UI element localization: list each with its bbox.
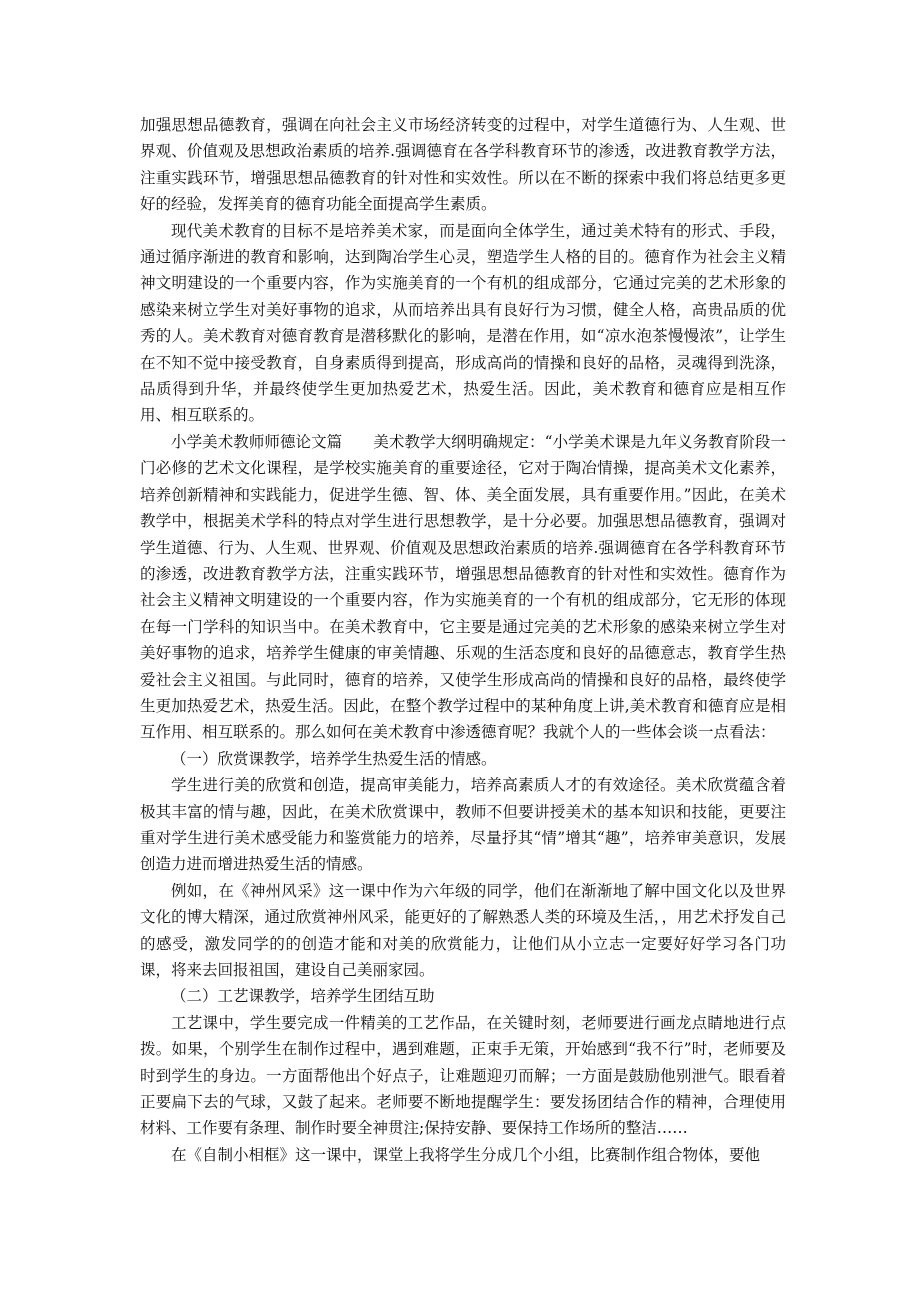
paragraph-teacher-ethics-essay: 小学美术教师师德论文篇 美术教学大纲明确规定：“小学美术课是九年义务教育阶段一门必修的艺术文化课程，是学校实施美育的重要途径，它对于陶冶情操，提高美术文化素养，培养创新精神和实践能力，促进学生德、智、体、美全面发展，具有重要作用。”因此，在美术教学中，根据美术学科的特点对学生进行思想教学，是十分必要。加强思想品德教育，强调对学生道德、行为、人生观、世界观、价值观及思想政治素质的培养.强调德育在各学科教育环节的渗透，改进教育教学方法，注重实践环节，增强思想品德教育的针对性和实效性。德育作为社会主义精神文明建设的一个重要内容，作为实施美育的一个有机的组成部分，它无形的体现在每一门学科的知识当中。在美术教育中，它主要是通过完美的艺术形象的感染来树立学生对美好事物的追求，培养学生健康的审美情趣、乐观的生活态度和良好的品德意志，教育学生热爱社会主义祖国。与此同时，德育的培养，又使学生形成高尚的情操和良好的品格，最终使学生更加热爱艺术，热爱生活。因此，在整个教学过程中的某种角度上讲,美术教育和德育应是相互作用、相互联系的。那么如何在美术教育中渗透德育呢？我就个人的一些体会谈一点看法： bbox=[140, 432, 786, 742]
paragraph-moral-education-intro: 加强思想品德教育，强调在向社会主义市场经济转变的过程中，对学生道德行为、人生观、世界观、价值观及思想政治素质的培养.强调德育在各学科教育环节的渗透，改进教育教学方法，注重实践环节，增强思想品德教育的针对性和实效性。所以在不断的探索中我们将总结更多更好的经验，发挥美育的德育功能全面提高学生素质。 bbox=[140, 116, 786, 214]
paragraph-appreciation-body: 学生进行美的欣赏和创造，提高审美能力，培养高素质人才的有效途径。美术欣赏蕴含着极其丰富的情与趣，因此，在美术欣赏课中，教师不但要讲授美术的基本知识和技能，更要注重对学生进行美术感受能力和鉴赏能力的培养，尽量抒其“情”增其“趣”，培养审美意识，发展创造力进而增进热爱生活的情感。 bbox=[140, 776, 786, 874]
section-heading-crafts: （二）工艺课教学，培养学生团结互助 bbox=[171, 987, 435, 1006]
paragraph-modern-art-education: 现代美术教育的目标不是培养美术家，而是面向全体学生，通过美术特有的形式、手段，通过循序渐进的教育和影响，达到陶冶学生心灵，塑造学生人格的目的。德育作为社会主义精神文明建设的一个重要内容，作为实施美育的一个有机的组成部分，它通过完美的艺术形象的感染来树立学生对美好事物的追求，从而培养出具有良好行为习惯，健全人格，高贵品质的优秀的人。美术教育对德育教育是潜移默化的影响，是潜在作用，如“凉水泡茶慢慢浓”，让学生在不知不觉中接受教育，自身素质得到提高，形成高尚的情操和良好的品格，灵魂得到洗涤，品质得到升华，并最终使学生更加热爱艺术，热爱生活。因此，美术教育和德育应是相互作用、相互联系的。 bbox=[140, 221, 786, 425]
section-heading-appreciation: （一）欣赏课教学，培养学生热爱生活的情感。 bbox=[171, 749, 497, 768]
paragraph-shenzhou-example: 例如，在《神州风采》这一课中作为六年级的同学，他们在渐渐地了解中国文化以及世界文化的博大精深，通过欣赏神州风采，能更好的了解熟悉人类的环境及生活，，用艺术抒发自己的感受，激发同学的的创造才能和对美的欣赏能力，让他们从小立志一定要好好学习各门功课，将来去回报祖国，建设自己美丽家园。 bbox=[140, 881, 786, 979]
document-body bbox=[140, 112, 786, 1168]
paragraph-photo-frame-example: 在《自制小相框》这一课中，课堂上我将学生分成几个小组，比赛制作组合物体，要他 bbox=[171, 1145, 761, 1164]
paragraph-crafts-body: 工艺课中，学生要完成一件精美的工艺作品，在关键时刻，老师要进行画龙点睛地进行点拨。如果，个别学生在制作过程中，遇到难题，正束手无策，开始感到“我不行”时，老师要及时到学生的身边。一方面帮他出个好点子，让难题迎刃而解；一方面是鼓励他别泄气。眼看着正要扁下去的气球，又鼓了起来。老师要不断地提醒学生：要发扬团结合作的精神，合理使用材料、工作要有条理、制作时要全神贯注;保持安静、要保持工作场所的整洁…… bbox=[140, 1013, 786, 1138]
